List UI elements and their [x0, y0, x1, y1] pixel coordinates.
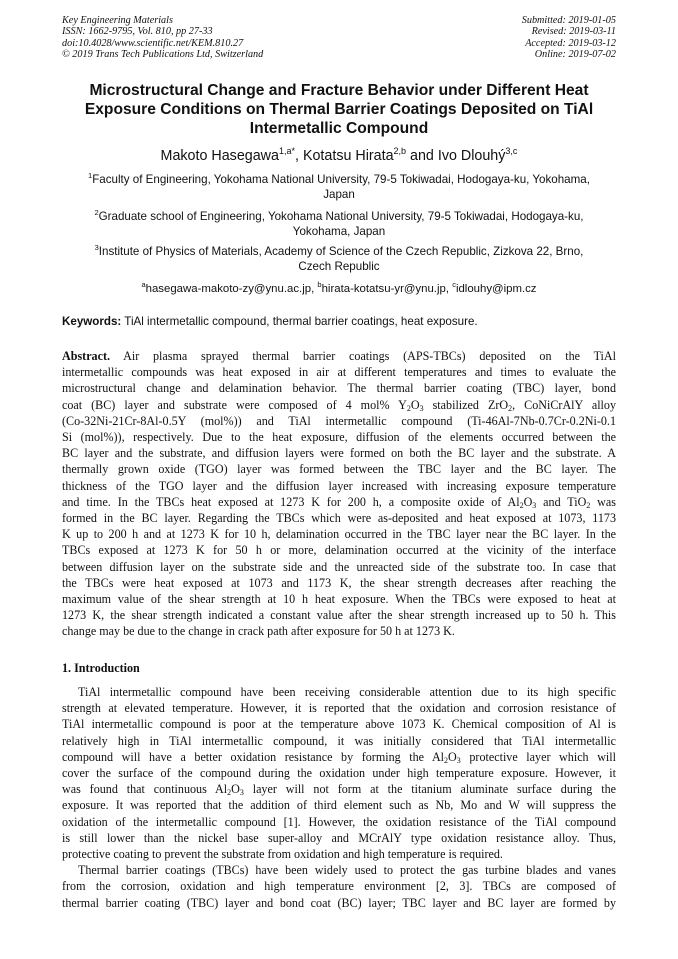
- affiliation-3: [62, 240, 616, 275]
- text-line: is still lower than the nickel base super-alloy and MCrAlY type oxidation resistance alloy. Thus,: [62, 830, 616, 845]
- email-mark: c: [452, 280, 456, 289]
- text-line: protective coating to prevent the substrate from oxidation and high temperature is required.: [62, 847, 503, 862]
- affil-text: Czech Republic: [298, 260, 380, 274]
- email-mark: a: [141, 280, 146, 289]
- text-line: change may be due to the change in crack path after exposure for 50 h at 1273 K.: [62, 624, 455, 639]
- copyright-line: © 2019 Trans Tech Publications Ltd, Switzerland: [62, 48, 264, 60]
- title-line: Intermetallic Compound: [249, 120, 429, 137]
- affil-text: Yokohama, Japan: [292, 225, 386, 239]
- abstract-label: Abstract.: [62, 349, 111, 363]
- paper-title: [62, 81, 616, 138]
- author-name: Kotatsu Hirata: [302, 147, 394, 164]
- author-separator: ,: [294, 147, 303, 164]
- text-line: TiAl intermetallic compound have been receiving considerable attention due to its high specific: [78, 685, 616, 699]
- text-line: cover the surface of the compound during the oxidation under high temperature exposure. However, it: [62, 766, 616, 781]
- text-line: maximum value of the shear strength at 10 h heat exposure. When the TBCs were exposed to heat at: [62, 592, 616, 607]
- text-line: thickness of the TGO layer and the diffusion layer increased with increasing exposure temperature: [62, 478, 616, 493]
- text-line: the TBCs were heat exposed at 1073 and 1173 K, the shear strength decreases after reaching the: [62, 575, 616, 590]
- text-line: exposure. It was reported that the addition of third element such as Nb, Mo and W will suppress the: [62, 798, 616, 813]
- text-line: thermal barrier coating (TBC) layer and bond coat (BC) layer; TBC layer and BC layer are formed by: [62, 895, 616, 910]
- text-line: from the corrosion, oxidation and high temperature environment [2, 3]. TBCs are composed of: [62, 879, 616, 894]
- author-affil-mark: 1,a*: [278, 146, 295, 156]
- author-affil-mark: 2,b: [393, 146, 407, 156]
- author-separator: and: [406, 147, 438, 164]
- text-line: and time. In the TBCs heat exposed at 1273 K for 200 h, a composite oxide of $Al_2O_3$ and TiO$_2$ was: [62, 494, 616, 510]
- title-line: Exposure Conditions on Thermal Barrier Coatings Deposited on TiAl: [84, 101, 594, 118]
- submitted-date: Submitted: 2019-01-05: [521, 15, 616, 26]
- keywords-line: [62, 314, 616, 329]
- affil-mark: 3: [94, 243, 99, 252]
- abstract: [62, 348, 616, 640]
- text-line: intermetallic compounds was heat exposed in air at different temperatures and times to evaluate the: [62, 365, 616, 380]
- online-date: Online: 2019-07-02: [534, 48, 616, 60]
- affil-text: Japan: [323, 188, 355, 202]
- title-line: Microstructural Change and Fracture Behavior under Different Heat: [89, 82, 589, 99]
- text-line: TBCs exposed at 1273 K for 50 h or more, delamination occurred at the vicinity of the interface: [62, 543, 616, 558]
- email-link[interactable]: hirata-kotatsu-yr@ynu.jp: [321, 282, 446, 295]
- issn-line: ISSN: 1662-9795, Vol. 810, pp 27-33: [62, 26, 213, 38]
- section-heading-introduction: 1. Introduction: [62, 661, 140, 675]
- text-line: compound will have a better oxidation resistance by forming the $Al_2O_3$ protective layer which will: [62, 749, 617, 765]
- text-line: was found that continuous $Al_2O_3$ layer will not form at the titanium aluminate surface during the: [62, 782, 616, 798]
- keywords-label: Keywords:: [62, 315, 122, 328]
- affil-mark: 1: [88, 171, 93, 180]
- affil-text: Institute of Physics of Materials, Academy of Science of the Czech Republic, Zizkova 22, Brno,: [98, 244, 584, 258]
- journal-info-header: [62, 15, 263, 60]
- text-line: strength at elevated temperature. However, it is reported that the oxidation and corrosion resistance of: [62, 701, 616, 716]
- email-mark: b: [317, 280, 322, 289]
- doi-line: doi:10.4028/www.scientific.net/KEM.810.27: [62, 37, 244, 49]
- dates-header: [522, 15, 616, 60]
- journal-name: Key Engineering Materials: [62, 15, 173, 26]
- text-line: Si (mol%)), respectively. Due to the heat exposure, diffusion of the elements occurred between the: [62, 430, 616, 445]
- text-line: Thermal barrier coatings (TBCs) have been widely used to protect the gas turbine blades and vanes: [78, 863, 616, 878]
- affil-text: Faculty of Engineering, Yokohama National University, 79-5 Tokiwadai, Hodogaya-ku, Yokohama,: [92, 172, 590, 186]
- text-line: relatively high in TiAl intermetallic compound, it was initially considered that TiAl intermetallic: [62, 733, 616, 748]
- text-line: TiAl intermetallic compound is poor at the temperature above 1073 K. Chemical composition of Al is: [62, 717, 616, 732]
- text-line: Abstract. Air plasma sprayed thermal barrier coatings (APS-TBCs) deposited on the TiAl: [62, 349, 616, 363]
- author-affil-mark: 3,c: [505, 146, 518, 156]
- author-list: [62, 142, 616, 165]
- author-name: Ivo Dlouhý: [437, 147, 506, 164]
- text-line: thermally grown oxide (TGO) layer was formed between the TBC layer and the BC layer. The: [62, 462, 616, 477]
- revised-date: Revised: 2019-03-11: [531, 26, 616, 38]
- author-name: Makoto Hasegawa: [160, 147, 279, 164]
- text-line: BC layer and the substrate, and diffusion layers were formed on both the BC layer and the substrate. A: [62, 446, 616, 461]
- text-line: K up to 200 h and at 1273 K for 10 h, delamination occurred in the TBC layer near the BC layer. In the: [62, 527, 616, 542]
- affil-mark: 2: [94, 208, 99, 217]
- text-line: microstructural change and delamination behavior. The thermal barrier coating (TBC) layer, bond: [62, 381, 616, 396]
- text-line: (Co-32Ni-21Cr-8Al-0.5Y (mol%)) and TiAl intermetallic compound (Ti-46Al-7Nb-0.7Cr-0.2Ni-0.1: [62, 413, 616, 428]
- text-line: 1273 K, the shear strength indicated a constant value after the shear strength increased up to 50 h. This: [62, 608, 616, 623]
- email-link[interactable]: hasegawa-makoto-zy@ynu.ac.jp: [145, 282, 312, 295]
- email-list: $^a$hasegawa-makoto-zy@ynu.ac.jp, $^b$hirata-kotatsu-yr@ynu.jp, $^c$idlouhy@ipm.cz: [141, 280, 537, 295]
- text-line: between diffusion layer on the substrate side and the unreacted side of the substrate too. In case that: [62, 559, 616, 574]
- email-link[interactable]: idlouhy@ipm.cz: [455, 282, 537, 295]
- affiliation-2: [62, 205, 616, 240]
- accepted-date: Accepted: 2019-03-12: [525, 37, 616, 49]
- introduction-body: [62, 684, 616, 911]
- affiliation-1: [62, 168, 616, 203]
- keywords-text: TiAl intermetallic compound, thermal barrier coatings, heat exposure.: [121, 315, 478, 328]
- text-line: formed in the BC layer. Regarding the TBCs which were as-deposited and heat exposed at 1073, 1173: [62, 511, 616, 526]
- text-line: coat (BC) layer and substrate were composed of 4 mol% $Y_2O_3$ stabilized ZrO$_2$, CoNiCrAlY alloy: [62, 397, 617, 413]
- affil-text: Graduate school of Engineering, Yokohama National University, 79-5 Tokiwadai, Hodogaya-ku,: [98, 209, 584, 223]
- text-line: oxidation of the intermetallic compound [1]. However, the oxidation resistance of the TiAl compound: [62, 814, 616, 829]
